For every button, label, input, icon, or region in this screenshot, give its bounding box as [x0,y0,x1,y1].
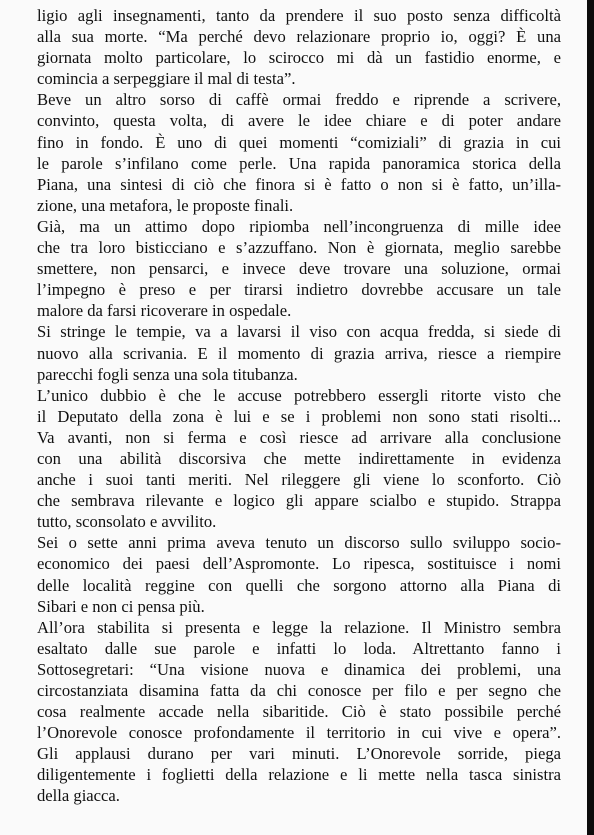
text-line: con una abilità discorsiva che mette indirettamente in evidenza [37,448,561,468]
text-line: il Deputato della zona è lui e se i problemi non sono stati risolti... [37,406,561,426]
page-edge-shadow [587,0,594,835]
text-line: Va avanti, non si ferma e così riesce ad arrivare alla conclusione [37,427,561,447]
text-line: circostanziata disamina fatta da chi conosce per filo e per segno che [37,681,561,700]
text-line: della giacca. [37,786,120,806]
text-line: fino in fondo. È uno di quei momenti “comiziali” di grazia in cui [37,132,561,152]
text-line: smettere, non pensarci, e invece deve trovare una soluzione, ormai [37,259,561,279]
text-line: Piana, una sintesi di ciò che finora si è fatto o non si è fatto, un’illa- [37,174,561,194]
text-line: che sembrava rilevante e logico gli appare scialbo e stupido. Strappa [37,491,561,511]
text-line: convinto, questa volta, di avere le idee chiare e di poter andare [37,111,561,131]
text-line: delle località reggine con quelli che sorgono attorno alla Piana di [37,575,561,595]
text-line: giornata molto particolare, lo scirocco mi dà un fastidio enorme, e [37,48,561,68]
text-line: Si stringe le tempie, va a lavarsi il viso con acqua fredda, si siede di [37,322,561,342]
text-line: le parole s’infilano come perle. Una rapida panoramica storica della [37,153,561,173]
text-line: l’Onorevole conosce profondamente il territorio in cui vive e opera”. [37,723,561,743]
text-line: Sottosegretari: “Una visione nuova e dinamica dei problemi, una [37,659,561,679]
text-line: parecchi fogli senza una sola titubanza. [37,364,298,384]
text-line: Gli applausi durano per vari minuti. L’Onorevole sorride, piega [37,744,561,764]
text-line: che tra loro bisticciano e s’azzuffano. Non è giornata, meglio sarebbe [37,238,561,258]
text-line: Sibari e non ci pensa più. [37,596,205,616]
text-line: alla sua morte. “Ma perché devo relazionare proprio io, oggi? È una [37,27,561,47]
text-line: L’unico dubbio è che le accuse potrebbero essergli ritorte visto che [37,385,561,405]
text-line: esaltato dalle sue parole e infatti lo loda. Altrettanto fanno i [37,638,561,658]
text-line: nuovo alla scrivania. E il momento di grazia arriva, riesce a riempire [37,343,561,363]
text-line: diligentemente i foglietti della relazione e li mette nella tasca sinistra [37,765,561,785]
text-line: anche i suoi tanti meriti. Nel rileggere gli viene lo sconforto. Ciò [37,470,561,490]
text-line: All’ora stabilita si presenta e legge la relazione. Il Ministro sembra [37,617,561,637]
text-line: ligio agli insegnamenti, tanto da prendere il suo posto senza difficoltà [37,6,561,25]
text-line: l’impegno è preso e per tirarsi indietro dovrebbe accusare un tale [37,280,561,300]
text-line: tutto, sconsolato e avvilito. [37,512,217,532]
text-line: Già, ma un attimo dopo ripiomba nell’incongruenza di mille idee [37,216,561,236]
text-line: economico dei paesi dell’Aspromonte. Lo ripesca, sostituisce i nomi [37,554,561,574]
text-line: Sei o sette anni prima aveva tenuto un discorso sullo sviluppo socio- [37,533,561,553]
text-line: cosa realmente accade nella sibaritide. Ciò è stato possibile perché [37,702,561,722]
text-line: zione, una metafora, le proposte finali. [37,195,294,215]
text-line: Beve un altro sorso di caffè ormai freddo e riprende a scrivere, [37,90,561,110]
text-line: comincia a serpeggiare il mal di testa”. [37,69,296,89]
text-line: malore da farsi ricoverare in ospedale. [37,301,292,321]
